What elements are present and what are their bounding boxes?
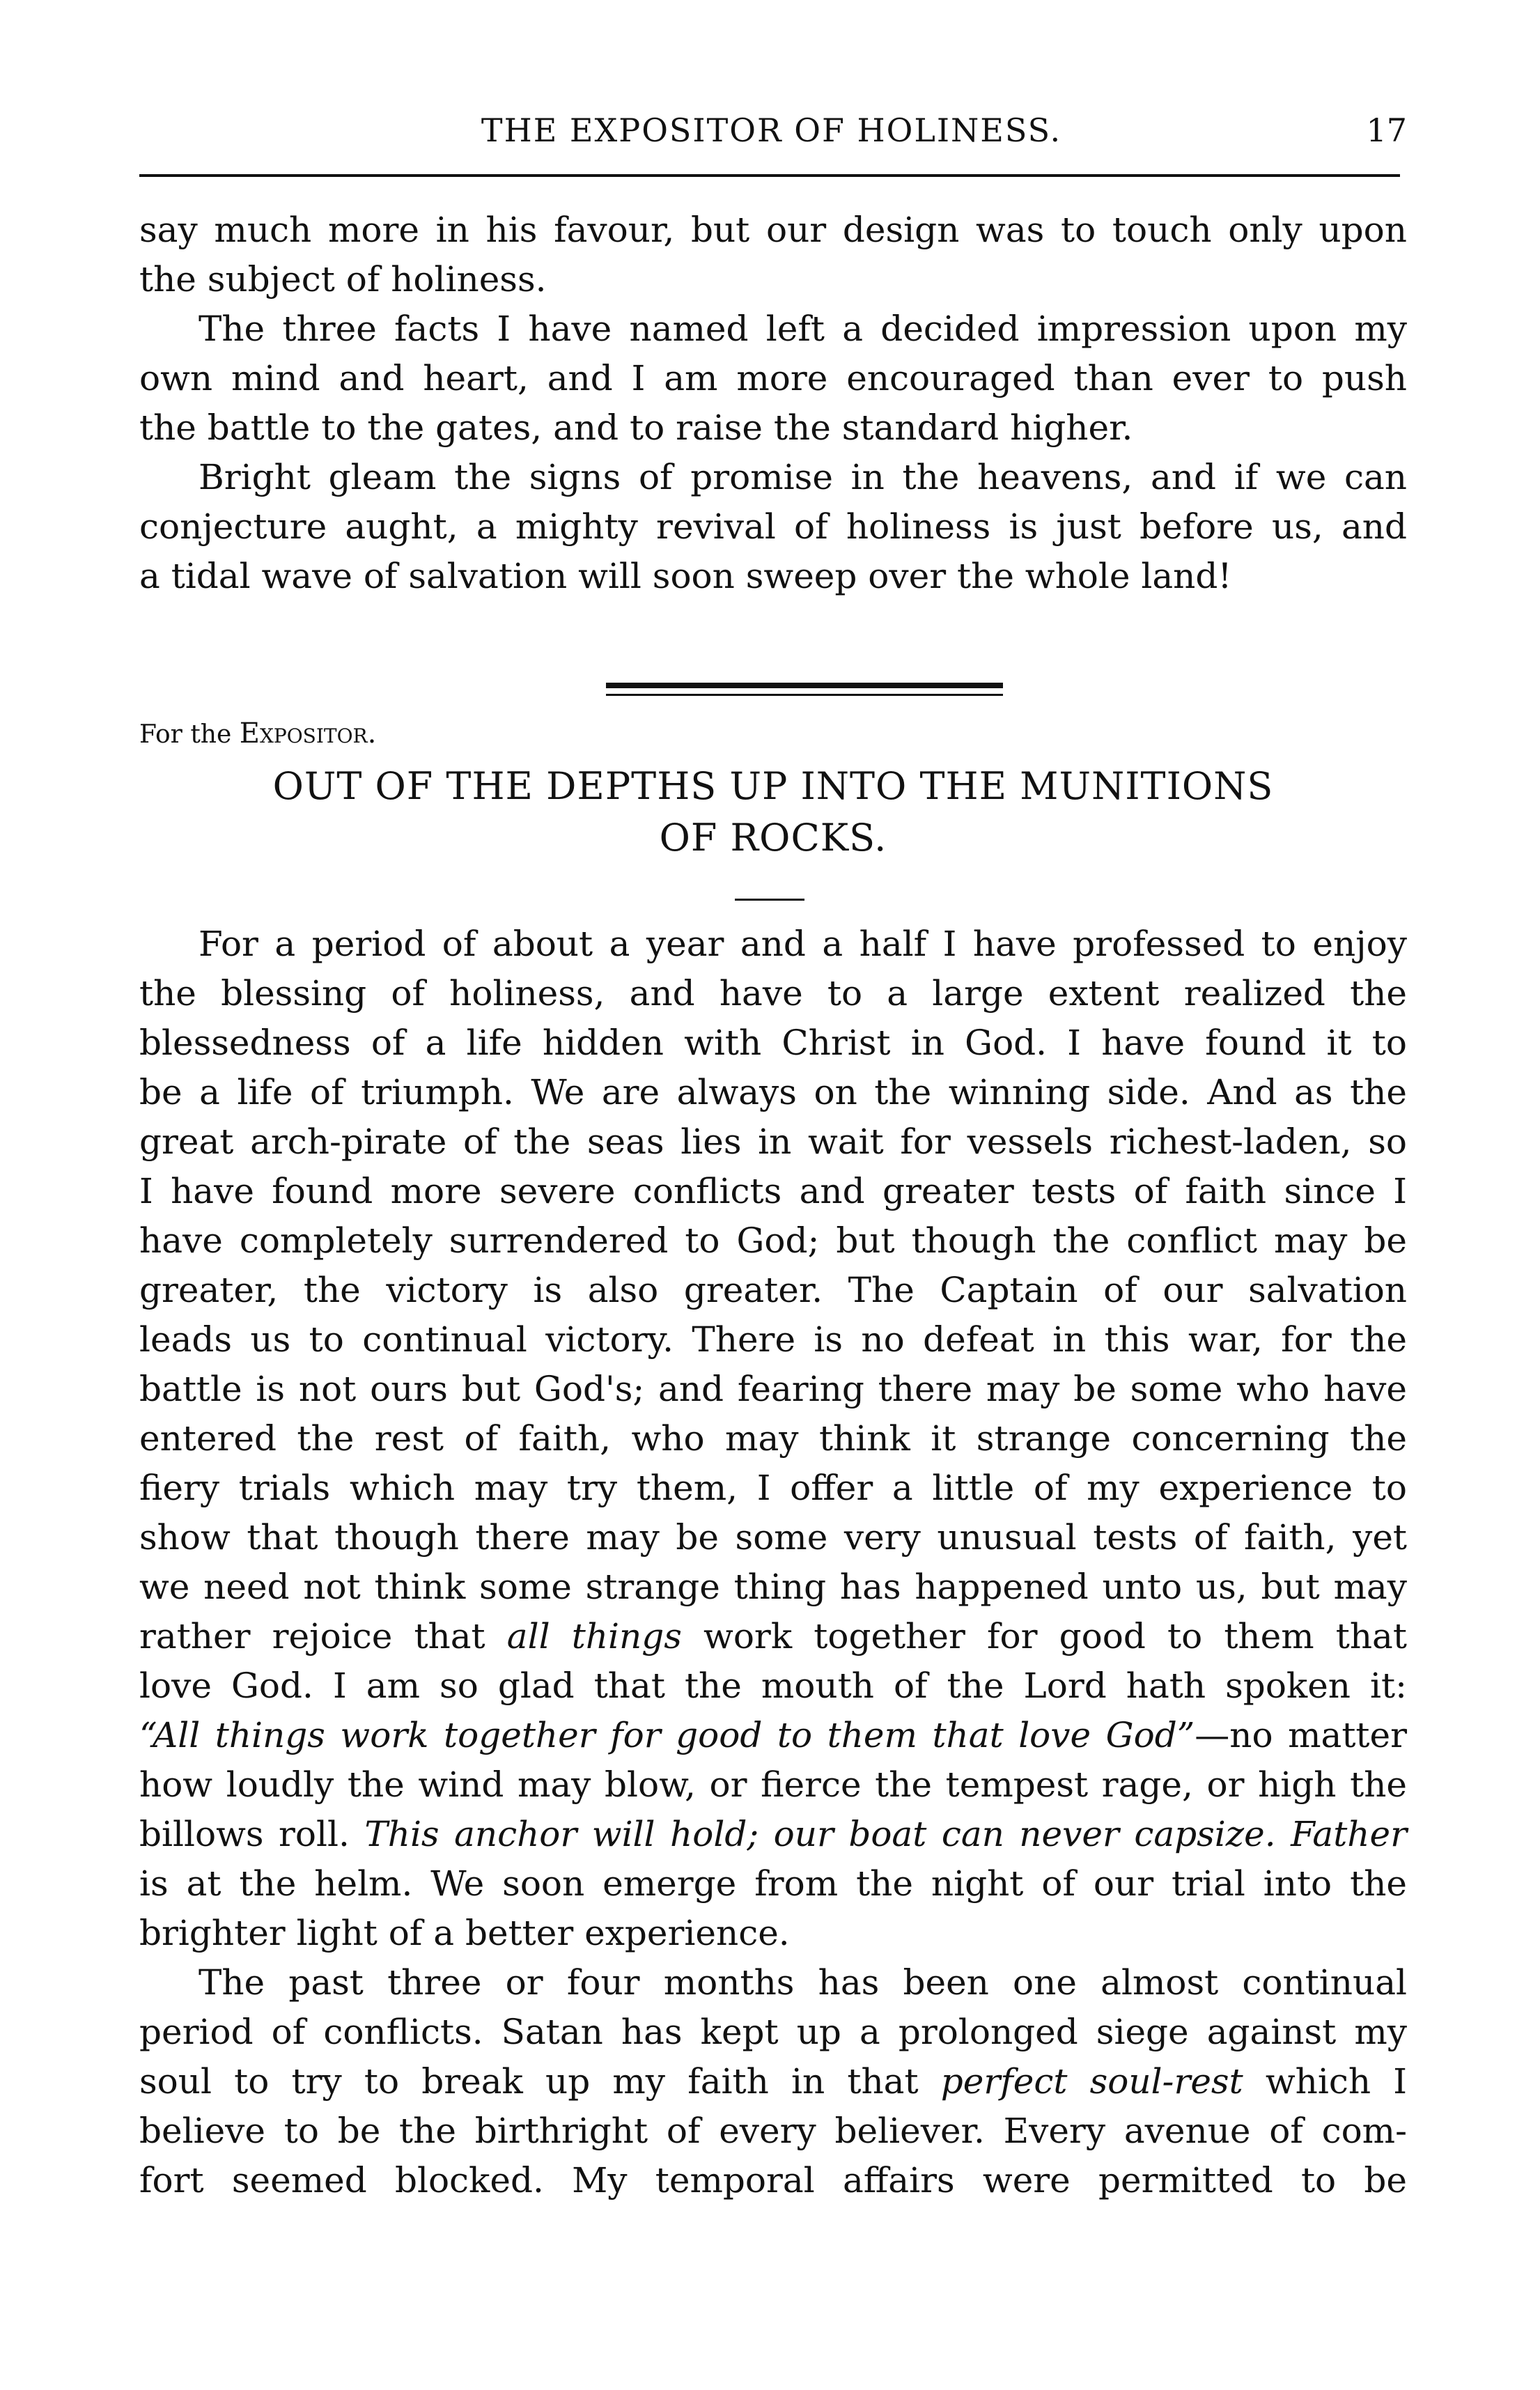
text-line: greater, the victory is also greater. The Captain of our salvation: [139, 1270, 1407, 1310]
text-line: [139, 1612, 1407, 1661]
italic-run: “All things work together for good to them that love God”: [139, 1715, 1195, 1755]
text-line: we need not think some strange thing has happened unto us, but may: [139, 1567, 1407, 1607]
page-number: 17: [1366, 111, 1407, 149]
text-line: own mind and heart, and I am more encouraged than ever to push: [139, 358, 1407, 398]
text-line: battle is not ours but God's; and fearing there may be some who have: [139, 1369, 1407, 1409]
text-line: The past three or four months has been one almost continual: [199, 1962, 1407, 2003]
text-run: soul to try to break up my faith in that: [139, 2061, 919, 2102]
text-line: the blessing of holiness, and have to a large extent realized the: [139, 973, 1407, 1014]
source-publication: Expositor.: [239, 717, 377, 750]
intro-text: [139, 205, 1407, 601]
text-line: The three facts I have named left a decided impression upon my: [199, 309, 1407, 349]
text-run: —no matter: [1195, 1715, 1407, 1755]
text-line: For a period of about a year and a half I have professed to enjoy: [199, 924, 1407, 964]
text-line: how loudly the wind may blow, or fierce the tempest rage, or high the: [139, 1764, 1407, 1805]
text-line: blessedness of a life hidden with Christ in God. I have found it to: [139, 1023, 1407, 1063]
text-line: the subject of holiness.: [139, 259, 547, 300]
article-body: [139, 919, 1407, 2205]
article-title: [139, 761, 1407, 864]
text-line: love God. I am so glad that the mouth of the Lord hath spoken it:: [139, 1666, 1407, 1706]
text-line: fiery trials which may try them, I offer a little of my experience to: [139, 1468, 1407, 1508]
text-line: have completely surrendered to God; but though the conflict may be: [139, 1220, 1407, 1261]
text-line: conjecture aught, a mighty revival of holiness is just before us, and: [139, 506, 1407, 547]
divider-thick-rule: [606, 683, 1003, 688]
divider-thin-rule: [606, 694, 1003, 696]
section-divider: [606, 683, 1003, 704]
article-title-line: OF ROCKS.: [659, 816, 887, 860]
text-run: which I: [1265, 2061, 1407, 2102]
text-line: entered the rest of faith, who may think it strange concerning the: [139, 1418, 1407, 1459]
text-line: is at the helm. We soon emerge from the night of our trial into the: [139, 1863, 1407, 1904]
text-line: the battle to the gates, and to raise the standard higher.: [139, 408, 1133, 448]
text-line: be a life of triumph. We are always on the winning side. And as the: [139, 1072, 1407, 1112]
text-line: [139, 1711, 1407, 1760]
text-line: I have found more severe conflicts and greater tests of faith since I: [139, 1171, 1407, 1211]
italic-run: This anchor will hold; our boat can never capsize. Father: [364, 1814, 1407, 1854]
text-line: [139, 2057, 1407, 2106]
text-run: work together for good to them that: [703, 1616, 1407, 1656]
text-line: believe to be the birthright of every believer. Every avenue of com-: [139, 2111, 1407, 2151]
text-line: [139, 1810, 1407, 1859]
header-rule: [139, 174, 1400, 177]
running-header: [136, 104, 1407, 160]
text-line: a tidal wave of salvation will soon sweep over the whole land!: [139, 556, 1232, 596]
text-run: rather rejoice that: [139, 1616, 485, 1656]
source-prefix: For the: [139, 720, 232, 749]
italic-run: perfect soul-rest: [940, 2061, 1243, 2102]
text-line: say much more in his favour, but our design was to touch only upon: [139, 210, 1407, 250]
text-line: show that though there may be some very unusual tests of faith, yet: [139, 1517, 1407, 1558]
source-note: [139, 717, 376, 750]
text-line: period of conflicts. Satan has kept up a prolonged siege against my: [139, 2012, 1407, 2052]
text-line: brighter light of a better experience.: [139, 1913, 790, 1953]
running-title: THE EXPOSITOR OF HOLINESS.: [481, 111, 1062, 149]
text-line: fort seemed blocked. My temporal affairs were permitted to be: [139, 2160, 1407, 2201]
italic-run: all things: [506, 1616, 682, 1656]
text-line: Bright gleam the signs of promise in the heavens, and if we can: [199, 457, 1407, 497]
title-rule: [735, 899, 804, 901]
text-line: leads us to continual victory. There is no defeat in this war, for the: [139, 1319, 1407, 1360]
text-run: billows roll.: [139, 1814, 350, 1854]
text-line: great arch-pirate of the seas lies in wait for vessels richest-laden, so: [139, 1122, 1407, 1162]
article-title-line: OUT OF THE DEPTHS UP INTO THE MUNITIONS: [272, 764, 1274, 808]
